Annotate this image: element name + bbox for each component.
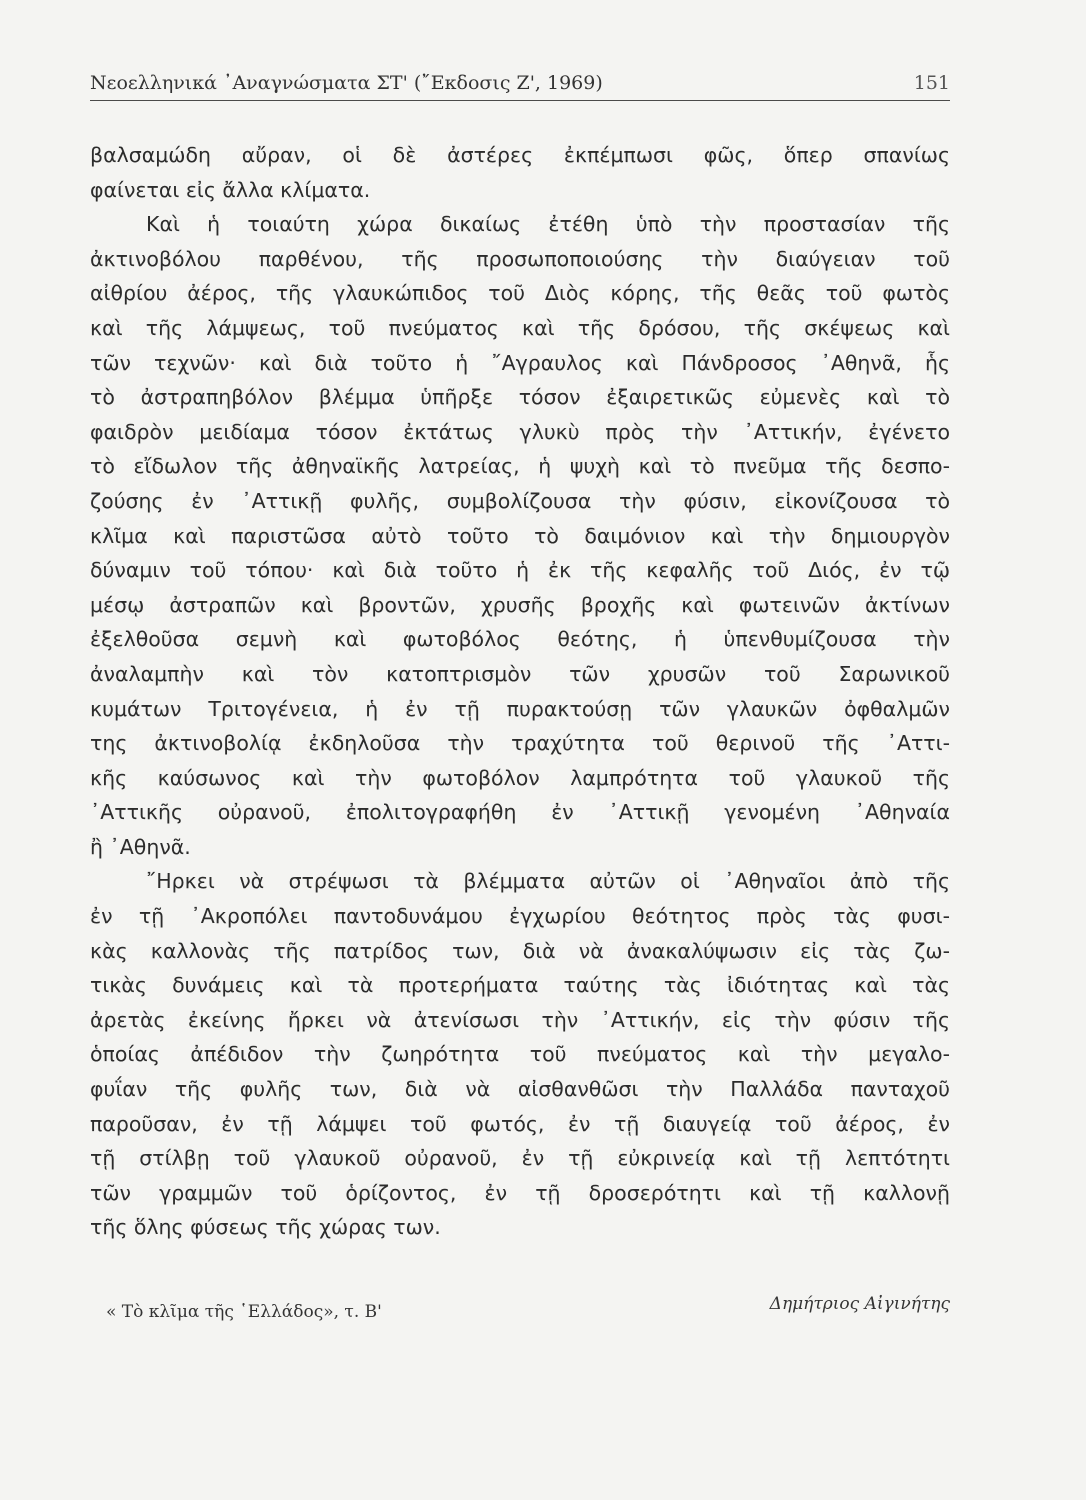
text-line: κὰς καλλονὰς τῆς πατρίδος των, διὰ νὰ ἀνακαλύψωσιν εἰς τὰς ζω-: [90, 938, 950, 963]
text-line: ἀναλαμπὴν καὶ τὸν κατοπτρισμὸν τῶν χρυσῶν τοῦ Σαρωνικοῦ: [90, 661, 950, 686]
text-line: ᾿Αττικῆς οὐρανοῦ, ἐπολιτογραφήθη ἐν ᾿Αττικῇ γενομένη ᾿Αθηναία: [90, 800, 950, 825]
body-text: [90, 138, 950, 1245]
text-line: ὁποίας ἀπέδιδον τὴν ζωηρότητα τοῦ πνεύματος καὶ τὴν μεγαλο-: [90, 1042, 950, 1067]
text-line: ῎Ηρκει νὰ στρέψωσι τὰ βλέμματα αὐτῶν οἱ ᾿Αθηναῖοι ἀπὸ τῆς: [146, 869, 950, 894]
text-line: μέσῳ ἀστραπῶν καὶ βροντῶν, χρυσῆς βροχῆς καὶ φωτεινῶν ἀκτίνων: [90, 592, 950, 617]
text-line: τῶν τεχνῶν· καὶ διὰ τοῦτο ἡ ῎Αγραυλος καὶ Πάνδροσος ᾿Αθηνᾶ, ἧς: [90, 350, 950, 375]
text-line: βαλσαμώδη αὔραν, οἱ δὲ ἀστέρες ἐκπέμπωσι φῶς, ὅπερ σπανίως: [90, 143, 950, 167]
text-line: κλῖμα καὶ παριστῶσα αὐτὸ τοῦτο τὸ δαιμόνιον καὶ τὴν δημιουργὸν: [90, 523, 950, 548]
text-line: ἀκτινοβόλου παρθένου, τῆς προσωποποιούσης τὴν διαύγειαν τοῦ: [90, 246, 950, 271]
page-footer: [90, 1294, 950, 1330]
text-line: κυμάτων Τριτογένεια, ἡ ἐν τῇ πυρακτούσῃ τῶν γλαυκῶν ὀφθαλμῶν: [90, 696, 950, 721]
text-line: κῆς καύσωνος καὶ τὴν φωτοβόλον λαμπρότητα τοῦ γλαυκοῦ τῆς: [90, 765, 950, 790]
text-line: φαίνεται εἰς ἄλλα κλίματα.: [90, 177, 371, 202]
text-line: ἐξελθοῦσα σεμνὴ καὶ φωτοβόλος θεότης, ἡ ὑπενθυμίζουσα τὴν: [90, 627, 950, 652]
text-line: ζούσης ἐν ᾿Αττικῇ φυλῆς, συμβολίζουσα τὴν φύσιν, εἰκονίζουσα τὸ: [90, 488, 950, 513]
text-line: φυΐαν τῆς φυλῆς των, διὰ νὰ αἰσθανθῶσι τὴν Παλλάδα πανταχοῦ: [90, 1077, 950, 1102]
author-name: Δημήτριος Αἰγινήτης: [769, 1294, 950, 1314]
text-line: ἢ ᾿Αθηνᾶ.: [90, 834, 191, 859]
text-line: τὸ ἀστραπηβόλον βλέμμα ὑπῆρξε τόσον ἐξαιρετικῶς εὐμενὲς καὶ τὸ: [90, 385, 950, 410]
page-number: 151: [913, 72, 950, 94]
text-line: τὸ εἴδωλον τῆς ἀθηναϊκῆς λατρείας, ἡ ψυχὴ καὶ τὸ πνεῦμα τῆς δεσπο-: [90, 454, 950, 479]
text-line: τῇ στίλβῃ τοῦ γλαυκοῦ οὐρανοῦ, ἐν τῇ εὐκρινείᾳ καὶ τῇ λεπτότητι: [90, 1146, 950, 1171]
text-line: ἀρετὰς ἐκείνης ἤρκει νὰ ἀτενίσωσι τὴν ᾿Αττικήν, εἰς τὴν φύσιν τῆς: [90, 1007, 950, 1032]
source-citation: « Τὸ κλῖμα τῆς ῾Ελλάδος», τ. Β': [106, 1302, 382, 1322]
header-rule: [90, 100, 950, 101]
text-line: τῶν γραμμῶν τοῦ ὁρίζοντος, ἐν τῇ δροσερότητι καὶ τῇ καλλονῇ: [90, 1180, 950, 1205]
text-line: δύναμιν τοῦ τόπου· καὶ διὰ τοῦτο ἡ ἐκ τῆς κεφαλῆς τοῦ Διός, ἐν τῷ: [90, 558, 950, 583]
text-line: της ἀκτινοβολίᾳ ἐκδηλοῦσα τὴν τραχύτητα τοῦ θερινοῦ τῆς ᾿Αττι-: [90, 731, 950, 756]
text-line: τῆς ὅλης φύσεως τῆς χώρας των.: [90, 1215, 441, 1240]
text-line: Καὶ ἡ τοιαύτη χώρα δικαίως ἐτέθη ὑπὸ τὴν προστασίαν τῆς: [146, 212, 950, 237]
text-line: καὶ τῆς λάμψεως, τοῦ πνεύματος καὶ τῆς δρόσου, τῆς σκέψεως καὶ: [90, 315, 950, 340]
text-line: ἐν τῇ ᾿Ακροπόλει παντοδυνάμου ἐγχωρίου θεότητος πρὸς τὰς φυσι-: [90, 904, 950, 929]
text-line: φαιδρὸν μειδίαμα τόσον ἐκτάτως γλυκὺ πρὸς τὴν ᾿Αττικήν, ἐγένετο: [90, 419, 950, 444]
text-line: παροῦσαν, ἐν τῇ λάμψει τοῦ φωτός, ἐν τῇ διαυγείᾳ τοῦ ἀέρος, ἐν: [90, 1111, 950, 1136]
text-line: αἰθρίου ἀέρος, τῆς γλαυκώπιδος τοῦ Διὸς κόρης, τῆς θεᾶς τοῦ φωτὸς: [90, 281, 950, 306]
text-line: τικὰς δυνάμεις καὶ τὰ προτερήματα ταύτης τὰς ἰδιότητας καὶ τὰς: [90, 973, 950, 998]
page-header: [90, 68, 950, 102]
running-title: Νεοελληνικά ᾿Αναγνώσματα ΣΤ' (῎Εκδοσις Ζ', 1969): [90, 72, 603, 94]
